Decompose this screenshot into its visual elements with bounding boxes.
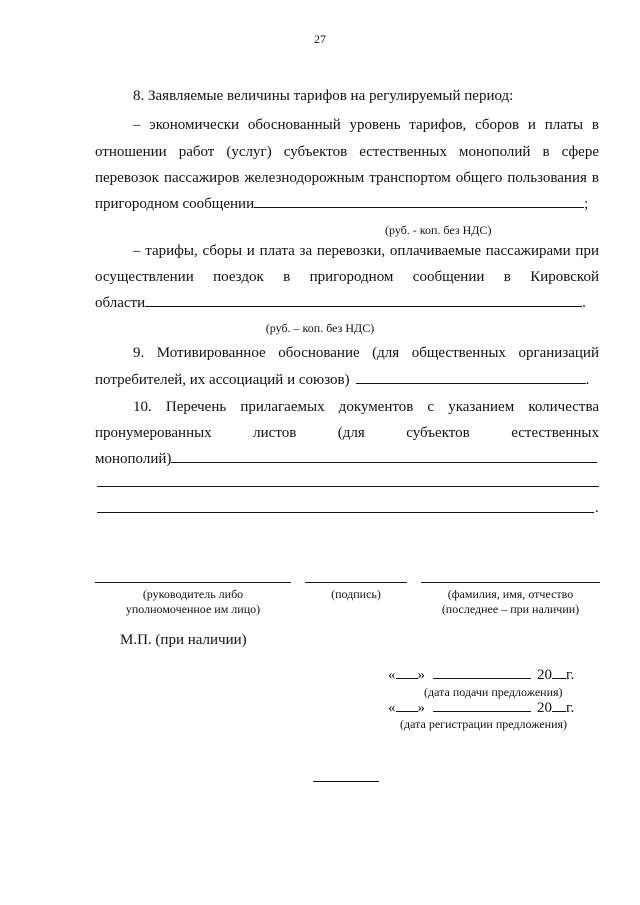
head-signature-line (95, 582, 291, 583)
signature-caption: (подпись) (331, 587, 381, 601)
item8-para1-line2: отношении работ (услуг) субъектов естественных монополий в сфере (95, 144, 599, 160)
submission-year-suffix: г. (566, 667, 575, 683)
item8-para1-line3: перевозок пассажиров железнодорожным транспортом общего пользования в (95, 170, 599, 186)
tariff-blank-1 (254, 194, 584, 208)
registration-caption: (дата регистрации предложения) (400, 717, 568, 731)
item9-line2-text: потребителей, их ассоциаций и союзов) (95, 372, 350, 388)
item9-line2 (95, 370, 589, 389)
name-caption-line2: (последнее – при наличии) (441, 602, 580, 616)
registration-month-blank (433, 698, 531, 712)
item9-line2-end: . (585, 372, 590, 388)
item8-heading: 8. Заявляемые величины тарифов на регулируемый период: (133, 88, 514, 104)
justification-blank (356, 370, 586, 384)
head-caption-line2: уполномоченное им лицо) (125, 602, 261, 616)
unit-note-1: (руб. - коп. без НДС) (385, 223, 492, 237)
registration-year: 20 (537, 700, 552, 716)
page-number: 27 (314, 32, 326, 46)
item8-para1-line4-end: ; (584, 196, 589, 212)
submission-month-blank (433, 665, 531, 679)
name-caption-line1: (фамилия, имя, отчество (447, 587, 574, 601)
registration-quote-open: « (388, 700, 396, 716)
head-caption (95, 587, 291, 617)
registration-date (388, 698, 574, 717)
item9-line1: 9. Мотивированное обоснование (для общественных организаций (133, 345, 599, 361)
name-caption (421, 587, 600, 617)
submission-quote-open: « (388, 667, 396, 683)
registration-year-suffix: г. (566, 700, 575, 716)
item10-line3 (95, 449, 597, 468)
item8-para1-line4 (95, 194, 588, 213)
item10-line5-end: . (595, 500, 599, 516)
registration-day-blank (396, 698, 418, 712)
full-name-line (421, 582, 600, 583)
submission-quote-close: » (417, 667, 425, 683)
item8-para2-line2: осуществлении поездок в пригородном сообщении в Кировской (95, 269, 599, 285)
closing-rule (313, 781, 379, 782)
registration-year-blank (552, 698, 566, 712)
item8-para1-line4-text: пригородном сообщении (95, 196, 255, 212)
item10-line2: пронумерованных листов (для субъектов естественных (95, 425, 599, 441)
documents-blank-3 (97, 512, 594, 513)
documents-blank-2 (97, 486, 599, 487)
submission-year: 20 (537, 667, 552, 683)
submission-day-blank (396, 665, 418, 679)
item8-para1-line1: – экономически обоснованный уровень тарифов, сборов и платы в (133, 117, 599, 133)
item10-line1: 10. Перечень прилагаемых документов с указанием количества (133, 399, 599, 415)
item10-line3-text: монополий) (95, 451, 172, 467)
submission-year-blank (552, 665, 566, 679)
documents-blank-1 (171, 449, 597, 463)
registration-quote-close: » (417, 700, 425, 716)
submission-date (388, 665, 574, 684)
item8-para2-line3-end: . (582, 295, 586, 311)
tariff-blank-2 (145, 293, 582, 307)
signature-line (305, 582, 407, 583)
unit-note-2: (руб. – коп. без НДС) (265, 321, 375, 335)
head-caption-line1: (руководитель либо (142, 587, 244, 601)
stamp-label: М.П. (при наличии) (120, 632, 247, 648)
submission-caption: (дата подачи предложения) (424, 685, 563, 699)
item8-para2-line3 (95, 293, 586, 312)
item8-para2-line1: – тарифы, сборы и плата за перевозки, оплачиваемые пассажирами при (133, 243, 599, 259)
item8-para2-line3-text: области (95, 295, 146, 311)
